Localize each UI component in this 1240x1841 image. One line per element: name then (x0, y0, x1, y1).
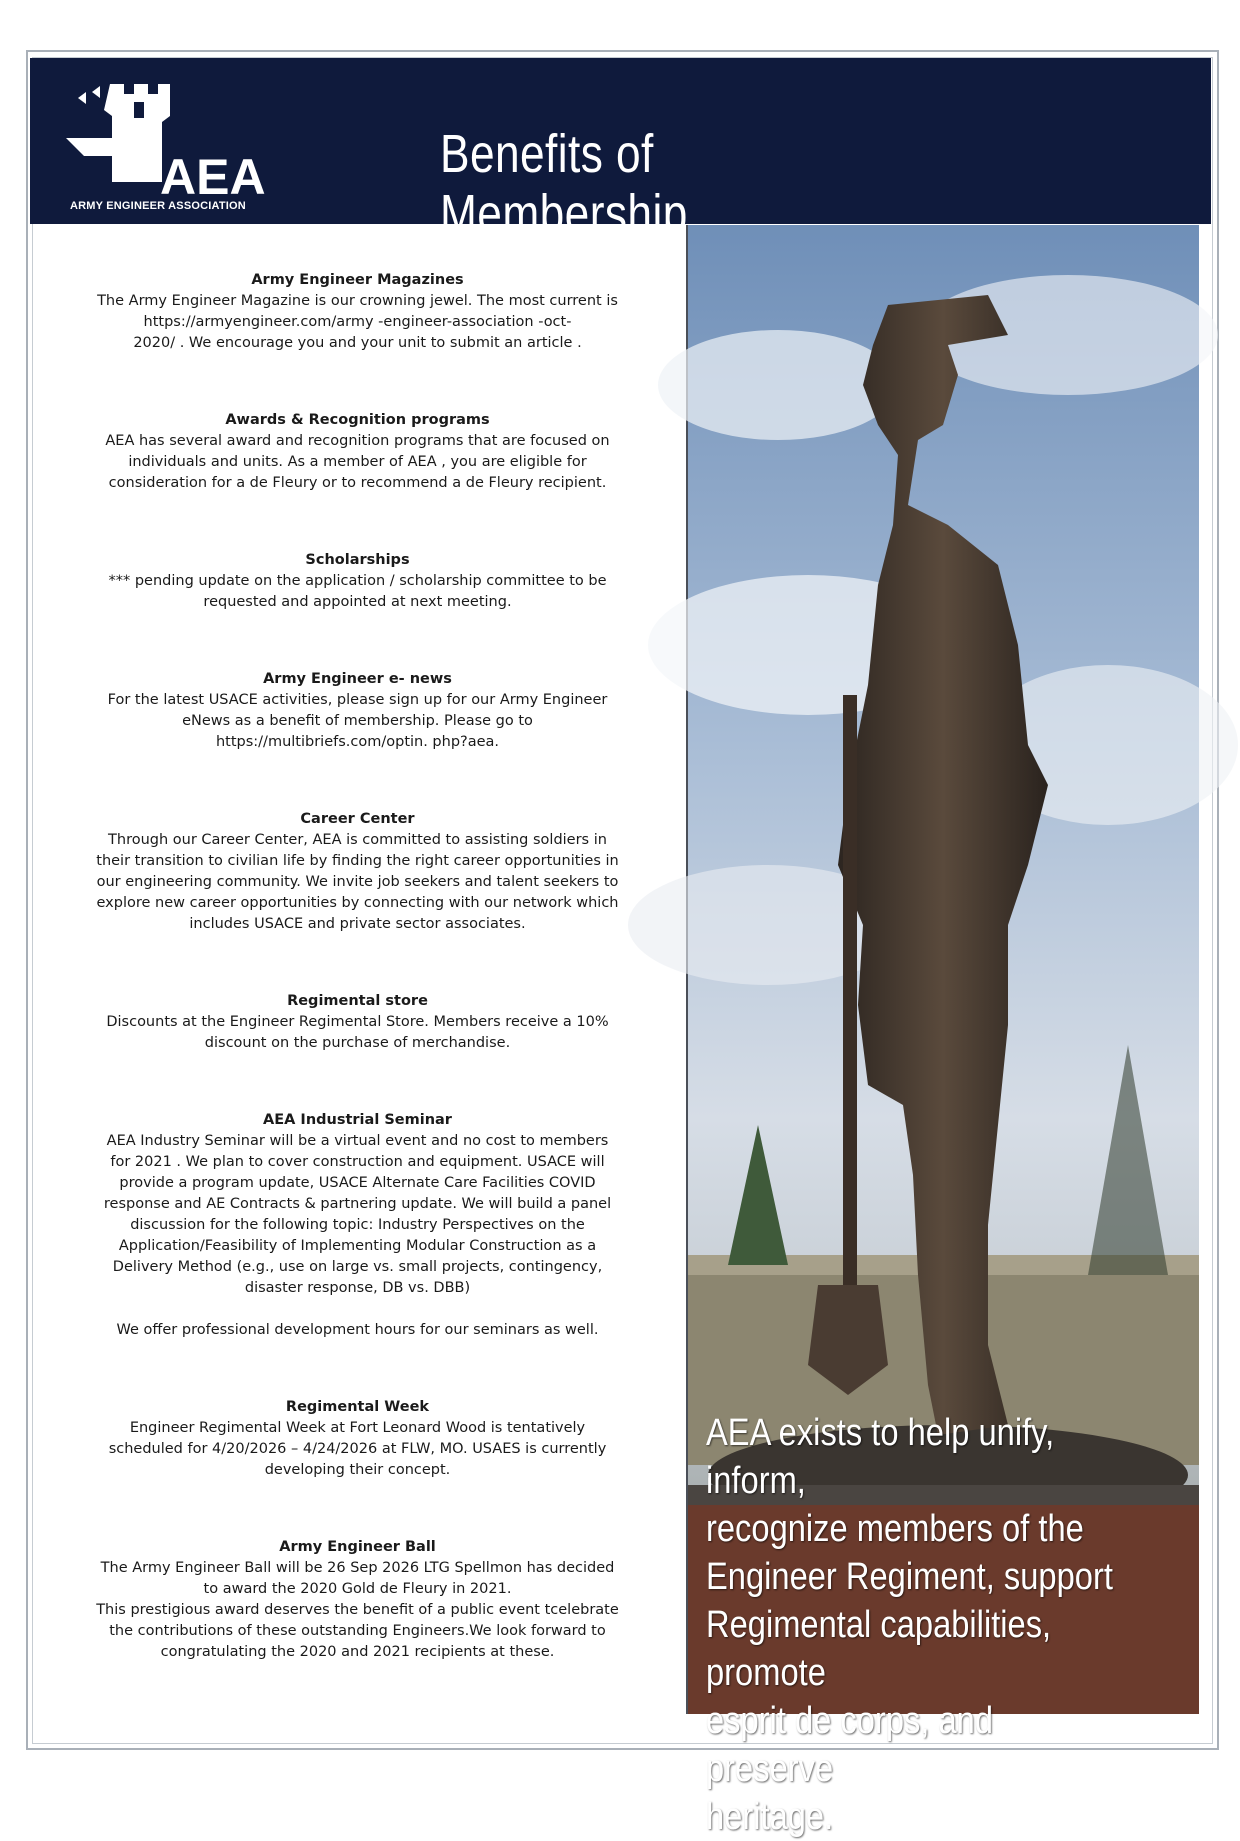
section-heading: Army Engineer Magazines (251, 272, 464, 288)
section-heading: Army Engineer Ball (279, 1539, 436, 1555)
section-text-line: discount on the purchase of merchandise. (204, 1035, 511, 1051)
benefit-section (50, 1397, 665, 1481)
section-text-line: the contributions of these outstanding Engineers.We look forward to (109, 1623, 606, 1639)
section-text-line: includes USACE and private sector associates. (189, 916, 526, 932)
section-heading: Career Center (300, 811, 415, 827)
section-text-line: Discounts at the Engineer Regimental Store. Members receive a 10% (106, 1014, 609, 1030)
section-heading: Regimental Week (285, 1399, 430, 1415)
section-text-line: response and AE Contracts & partnering update. We will build a panel (103, 1196, 612, 1212)
section-text-line: This prestigious award deserves the benefit of a public event tcelebrate (96, 1602, 619, 1618)
benefit-section (50, 1110, 665, 1341)
section-text-line: discussion for the following topic: Industry Perspectives on the (130, 1217, 585, 1233)
benefit-section (50, 550, 665, 613)
section-heading: Scholarships (305, 552, 410, 568)
section-text-line: Through our Career Center, AEA is committed to assisting soldiers in (108, 832, 607, 848)
section-text-line: for 2021 . We plan to cover construction and equipment. USACE will (110, 1154, 605, 1170)
section-text-line: For the latest USACE activities, please sign up for our Army Engineer (107, 692, 608, 708)
section-text-line: their transition to civilian life by finding the right career opportunities in (96, 853, 619, 869)
section-text-line: scheduled for 4/20/2026 – 4/24/2026 at FLW, MO. USAES is currently (108, 1441, 607, 1457)
mission-line: esprit de corps, and preserve (706, 1700, 994, 1790)
page-title: Benefits of Membership (440, 124, 688, 244)
logo-wordmark: AEA (160, 149, 266, 205)
section-heading: Army Engineer e- news (263, 671, 452, 687)
mission-line: Engineer Regiment, support (706, 1556, 1113, 1598)
section-text-line: provide a program update, USACE Alternate Care Facilities COVID (119, 1175, 596, 1191)
mission-line: Regimental capabilities, promote (706, 1604, 1052, 1694)
section-text-line: eNews as a benefit of membership. Please go to (182, 713, 533, 729)
section-text-line: requested and appointed at next meeting. (203, 594, 512, 610)
logo-caption: ARMY ENGINEER ASSOCIATION (70, 200, 246, 212)
section-text-line: disaster response, DB vs. DBB) (244, 1280, 471, 1296)
benefit-section (50, 809, 665, 935)
section-text-line: The Army Engineer Ball will be 26 Sep 2026 LTG Spellmon has decided (100, 1560, 615, 1576)
section-text-line: The Army Engineer Magazine is our crowning jewel. The most current is (97, 293, 618, 309)
benefits-list (50, 270, 665, 1663)
mission-line: heritage. (706, 1796, 834, 1838)
mission-line: AEA exists to help unify, inform, (706, 1412, 1055, 1502)
section-text-line: developing their concept. (264, 1462, 451, 1478)
section-text-line: AEA has several award and recognition programs that are focused on (105, 433, 610, 449)
benefit-section (50, 669, 665, 753)
section-text-line: our engineering community. We invite job seekers and talent seekers to (96, 874, 619, 890)
section-text-line: Engineer Regimental Week at Fort Leonard Wood is tentatively (129, 1420, 586, 1436)
section-text-line: https://multibriefs.com/optin. php?aea. (215, 734, 500, 750)
section-text-line: Application/Feasibility of Implementing Modular Construction as a (118, 1238, 597, 1254)
benefit-section (50, 270, 665, 354)
section-text-line: congratulating the 2020 and 2021 recipients at these. (160, 1644, 555, 1660)
section-text-line: Delivery Method (e.g., use on large vs. small projects, contingency, (112, 1259, 603, 1275)
section-text-line: explore new career opportunities by connecting with our network which (96, 895, 619, 911)
section-text-line: *** pending update on the application / scholarship committee to be (108, 573, 607, 589)
section-text-line (50, 1299, 665, 1320)
section-text-line: We offer professional development hours for our seminars as well. (116, 1322, 599, 1338)
benefit-section (50, 991, 665, 1054)
section-heading: Awards & Recognition programs (225, 412, 490, 428)
section-text-line: individuals and units. As a member of AEA , you are eligible for (128, 454, 587, 470)
section-text-line: https://armyengineer.com/army -engineer-association -oct- (143, 314, 572, 330)
section-text-line: consideration for a de Fleury or to recommend a de Fleury recipient. (108, 475, 607, 491)
section-text-line: 2020/ . We encourage you and your unit to submit an article . (133, 335, 582, 351)
section-text-line: AEA Industry Seminar will be a virtual event and no cost to members (106, 1133, 609, 1149)
statue-photo (686, 225, 1199, 1838)
section-heading: AEA Industrial Seminar (263, 1112, 452, 1128)
mission-line: recognize members of the (706, 1508, 1084, 1550)
header-banner (30, 58, 1211, 244)
benefit-section (50, 410, 665, 494)
benefit-section (50, 1537, 665, 1663)
section-heading: Regimental store (287, 993, 428, 1009)
mission-statement (706, 1409, 1119, 1841)
section-text-line: to award the 2020 Gold de Fleury in 2021. (203, 1581, 512, 1597)
castle-logo-icon (70, 76, 270, 206)
